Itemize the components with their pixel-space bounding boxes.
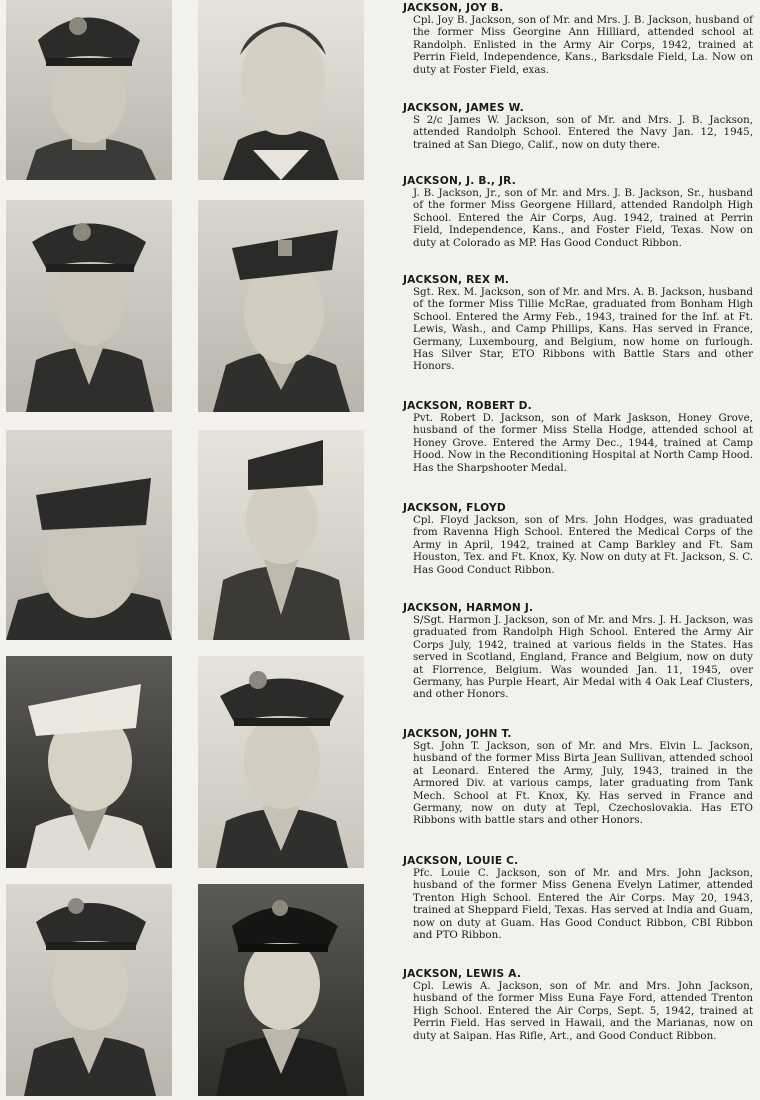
- biography-entry: [403, 728, 753, 827]
- portrait-photo: [198, 200, 364, 412]
- entry-text: J. B. Jackson, Jr., son of Mr. and Mrs. J. B. Jackson, Sr., husband of the former Miss Georgene Hillard, attended Randolph High School. Entered the Air Corps, Aug. 1942, trained at Perrin Field, Independence, Kans., and Foster Field, Texas. Now on duty at Colorado as MP. Has Good Conduct Ribbon.: [413, 187, 753, 249]
- portrait-photo: [6, 884, 172, 1096]
- entry-name: JACKSON, JOY B.: [403, 2, 504, 14]
- entry-text: Pfc. Louie C. Jackson, son of Mr. and Mrs. John Jackson, husband of the former Miss Genena Evelyn Latimer, attended Trenton High School. Entered the Air Corps. May 20, 1943, trained at Sheppard Field, Texas. Has served at India and Guam, now on duty at Guam. Has Good Conduct Ribbon, CBI Ribbon and PTO Ribbon.: [413, 867, 753, 942]
- entry-text: Cpl. Lewis A. Jackson, son of Mr. and Mrs. John Jackson, husband of the former Miss Euna Faye Ford, attended Trenton High School. Entered the Air Corps, Sept. 5, 1942, trained at Perrin Field. Has served in Hawaii, and the Marianas, now on duty at Saipan. Has Rifle, Art., and Good Conduct Ribbon.: [413, 980, 753, 1042]
- entry-name: JACKSON, J. B., JR.: [403, 175, 516, 187]
- portrait-photo: [6, 430, 172, 640]
- entry-name: JACKSON, LEWIS A.: [403, 968, 522, 980]
- entry-text: Sgt. John T. Jackson, son of Mr. and Mrs. Elvin L. Jackson, husband of the former Miss Birta Jean Sullivan, attended school at Leonard. Entered the Army, July, 1943, trained in the Armored Div. at various camps, later graduating from Tank Mech. School at Ft. Knox, Ky. Has served in France and Germany, now on duty at Tepl, Czechoslovakia. Has ETO Ribbons with battle stars and other Honors.: [413, 740, 753, 827]
- entry-name: JACKSON, ROBERT D.: [403, 400, 532, 412]
- entry-name: JACKSON, REX M.: [403, 274, 510, 286]
- portrait-photo: [6, 0, 172, 180]
- entry-text: S/Sgt. Harmon J. Jackson, son of Mr. and Mrs. J. H. Jackson, was graduated from Randolph High School. Entered the Army Air Corps July, 1942, trained at various fields in the States. Has served in Scotland, England, France and Belgium, now on duty at Florrence, Belgium. Was wounded Jan. 11, 1945, over Germany, has Purple Heart, Air Medal with 4 Oak Leaf Clusters, and other Honors.: [413, 614, 753, 701]
- biography-entry: [403, 175, 753, 249]
- biography-entry: [403, 855, 753, 941]
- entry-name: JACKSON, JAMES W.: [403, 102, 524, 114]
- portrait-photo: [198, 430, 364, 640]
- portrait-photo: [198, 656, 364, 868]
- biography-entry: [403, 102, 753, 151]
- entry-text: S 2/c James W. Jackson, son of Mr. and Mrs. J. B. Jackson, attended Randolph School. Entered the Navy Jan. 12, 1945, trained at San Diego, Calif., now on duty there.: [413, 114, 753, 151]
- portrait-grid: [6, 0, 368, 1100]
- portrait-photo: [198, 884, 364, 1096]
- entry-name: JACKSON, JOHN T.: [403, 728, 512, 740]
- biography-entry: [403, 968, 753, 1042]
- portrait-photo: [6, 656, 172, 868]
- portrait-photo: [6, 200, 172, 412]
- portrait-photo: [198, 0, 364, 180]
- biography-entry: [403, 274, 753, 373]
- biography-entry: [403, 602, 753, 701]
- biography-entry: [403, 400, 753, 474]
- entry-name: JACKSON, LOUIE C.: [403, 855, 519, 867]
- entry-text: Pvt. Robert D. Jackson, son of Mark Jaskson, Honey Grove, husband of the former Miss Stella Hodge, attended school at Honey Grove. Entered the Army Dec., 1944, trained at Camp Hood. Now in the Reconditioning Hospital at North Camp Hood. Has the Sharpshooter Medal.: [413, 412, 753, 474]
- entry-text: Cpl. Floyd Jackson, son of Mrs. John Hodges, was graduated from Ravenna High School. Entered the Medical Corps of the Army in April, 1942, trained at Camp Barkley and Ft. Sam Houston, Tex. and Ft. Knox, Ky. Now on duty at Ft. Jackson, S. C. Has Good Conduct Ribbon.: [413, 514, 753, 576]
- entry-text: Cpl. Joy B. Jackson, son of Mr. and Mrs. J. B. Jackson, husband of the former Miss Georgine Ann Hilliard, attended school at Randolph. Enlisted in the Army Air Corps, 1942, trained at Perrin Field, Independence, Kans., Barksdale Field, La. Now on duty at Foster Field, exas.: [413, 14, 753, 76]
- entry-text: Sgt. Rex. M. Jackson, son of Mr. and Mrs. A. B. Jackson, husband of the former Miss Tillie McRae, graduated from Bonham High School. Entered the Army Feb., 1943, trained for the Inf. at Ft. Lewis, Wash., and Camp Phillips, Kans. Has served in France, Germany, Luxembourg, and Belgium, now home on furlough. Has Silver Star, ETO Ribbons with Battle Stars and other Honors.: [413, 286, 753, 373]
- biography-entry: [403, 502, 753, 576]
- entry-name: JACKSON, HARMON J.: [403, 602, 534, 614]
- biography-entry: [403, 2, 753, 76]
- entry-name: JACKSON, FLOYD: [403, 502, 506, 514]
